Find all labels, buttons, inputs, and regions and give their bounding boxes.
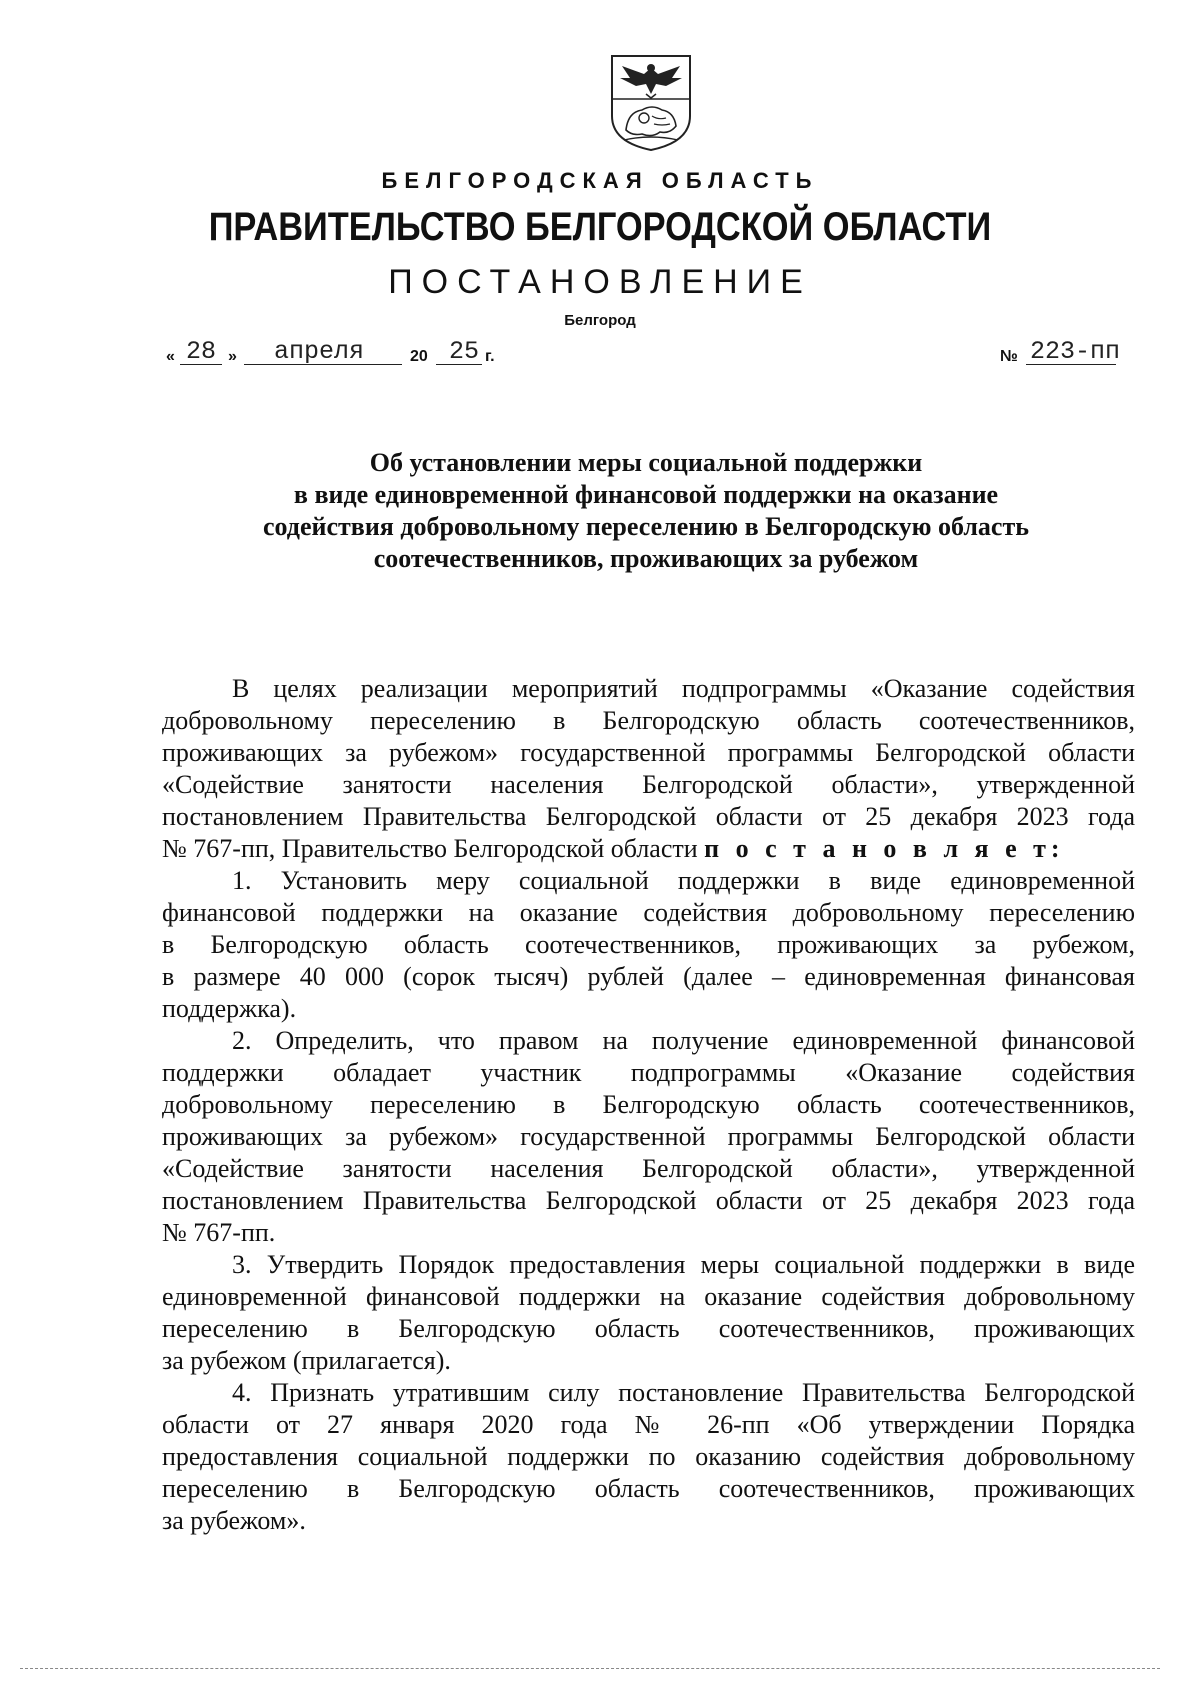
body-line: единовременной финансовой поддержки на оказание содействия добровольному xyxy=(162,1282,1135,1311)
coat-of-arms-emblem xyxy=(608,54,694,152)
body-line: «Содействие занятости населения Белгородской области», утвержденной xyxy=(162,770,1135,799)
date-year-suffix: г. xyxy=(485,348,495,365)
number-label: № xyxy=(1000,348,1018,365)
body-line: добровольному переселению в Белгородскую область соотечественников, xyxy=(162,706,1135,735)
title-line: содействия добровольному переселению в Белгородскую область xyxy=(263,512,1029,541)
body-line: в размере 40 000 (сорок тысяч) рублей (далее – единовременная финансовая xyxy=(162,962,1135,991)
body-line: 2. Определить, что правом на получение единовременной финансовой xyxy=(232,1026,1135,1055)
year-underline xyxy=(436,364,482,365)
body-line: 3. Утвердить Порядок предоставления меры социальной поддержки в виде xyxy=(232,1250,1135,1279)
body-line: добровольному переселению в Белгородскую область соотечественников, xyxy=(162,1090,1135,1119)
body-line: переселению в Белгородскую область соотечественников, проживающих xyxy=(162,1474,1135,1503)
body-line: В целях реализации мероприятий подпрограммы «Оказание содействия xyxy=(232,674,1135,703)
title-line: соотечественников, проживающих за рубежом xyxy=(373,544,919,573)
body-line: переселению в Белгородскую область соотечественников, проживающих xyxy=(162,1314,1135,1343)
resolves-word: п о с т а н о в л я е т: xyxy=(704,834,1065,863)
date-century: 20 xyxy=(410,348,428,365)
government-name: ПРАВИТЕЛЬСТВО БЕЛГОРОДСКОЙ ОБЛАСТИ xyxy=(208,205,992,249)
body-line: «Содействие занятости населения Белгородской области», утвержденной xyxy=(162,1154,1135,1183)
date-year: 25 xyxy=(449,337,480,366)
day-underline xyxy=(180,364,222,365)
body-line-text: № 767-пп, Правительство Белгородской области xyxy=(162,834,698,863)
month-underline xyxy=(244,364,402,365)
body-line: № 767-пп. xyxy=(162,1218,276,1247)
title-line: в виде единовременной финансовой поддержки на оказание xyxy=(293,480,999,509)
date-month: апреля xyxy=(274,337,365,366)
body-line: области от 27 января 2020 года № 26-пп «Об утверждении Порядка xyxy=(162,1410,1135,1439)
body-line: поддержки обладает участник подпрограммы «Оказание содействия xyxy=(162,1058,1135,1087)
document-number xyxy=(1000,330,1120,366)
document-title xyxy=(150,447,1142,575)
body-line: 4. Признать утратившим силу постановление Правительства Белгородской xyxy=(232,1378,1135,1407)
region-name: БЕЛГОРОДСКАЯ ОБЛАСТЬ xyxy=(381,168,819,193)
number-value: 223-пп xyxy=(1030,337,1121,366)
body-line: проживающих за рубежом» государственной программы Белгородской области xyxy=(162,1122,1135,1151)
city-name: Белгород xyxy=(564,312,636,329)
body-line: 1. Установить меру социальной поддержки в виде единовременной xyxy=(232,866,1135,895)
body-line: постановлением Правительства Белгородской области от 25 декабря 2023 года xyxy=(162,1186,1135,1215)
body-line-resolves xyxy=(162,833,1135,865)
number-underline xyxy=(1026,364,1116,365)
date-day: 28 xyxy=(186,337,217,366)
body-line: предоставления социальной поддержки по оказанию содействия добровольному xyxy=(162,1442,1135,1471)
body-line: постановлением Правительства Белгородской области от 25 декабря 2023 года xyxy=(162,802,1135,831)
body-line: поддержка). xyxy=(162,994,297,1023)
body-line: финансовой поддержки на оказание содействия добровольному переселению xyxy=(162,898,1135,927)
document-body xyxy=(162,673,1135,1537)
date-open-quote: « xyxy=(166,348,175,365)
date-close-quote: » xyxy=(228,348,237,365)
body-line: проживающих за рубежом» государственной программы Белгородской области xyxy=(162,738,1135,767)
body-line: в Белгородскую область соотечественников, проживающих за рубежом, xyxy=(162,930,1135,959)
document-type: ПОСТАНОВЛЕНИЕ xyxy=(388,263,812,301)
scan-edge-divider xyxy=(20,1668,1160,1669)
body-line: за рубежом». xyxy=(162,1506,306,1535)
body-line: за рубежом (прилагается). xyxy=(162,1346,451,1375)
title-line: Об установлении меры социальной поддержки xyxy=(369,448,923,477)
